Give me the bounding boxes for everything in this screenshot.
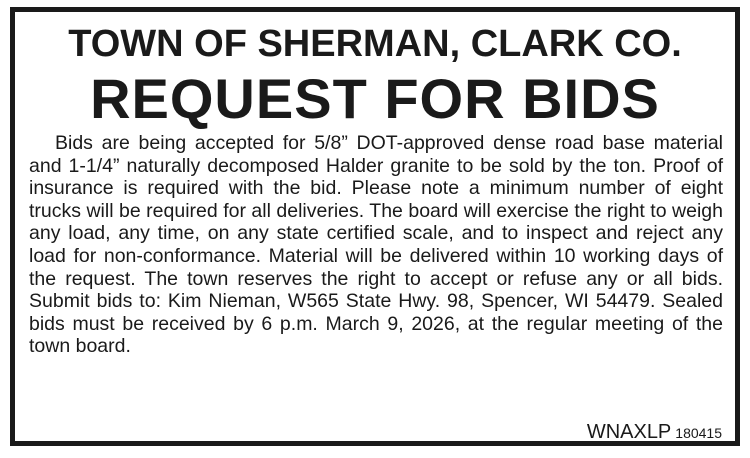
ad-number: 180415 <box>675 425 722 441</box>
publication-code: WNAXLP <box>586 421 672 443</box>
legal-notice-box <box>10 7 740 446</box>
municipality-heading: TOWN OF SHERMAN, CLARK CO. <box>68 23 682 65</box>
notice-reference <box>587 420 722 446</box>
notice-title: REQUEST FOR BIDS <box>90 67 660 130</box>
notice-body: Bids are being accepted for 5/8” DOT-approved dense road base material and 1-1/4” naturally decomposed Halder granite to be sold by the ton. Proof of insurance is required with the bid. Please note a minimum number of eight trucks will be required for all deliveries. The board will exercise the right to weigh any load, any time, on any state certified scale, and to inspect and reject any load for non-conformance. Material will be delivered within 10 working days of the request. The town reserves the right to accept or refuse any or all bids. Submit bids to: Kim Nieman, W565 State Hwy. 98, Spencer, WI 54479. Sealed bids must be received by 6 p.m. March 9, 2026, at the regular meeting of the town board. <box>29 132 723 358</box>
